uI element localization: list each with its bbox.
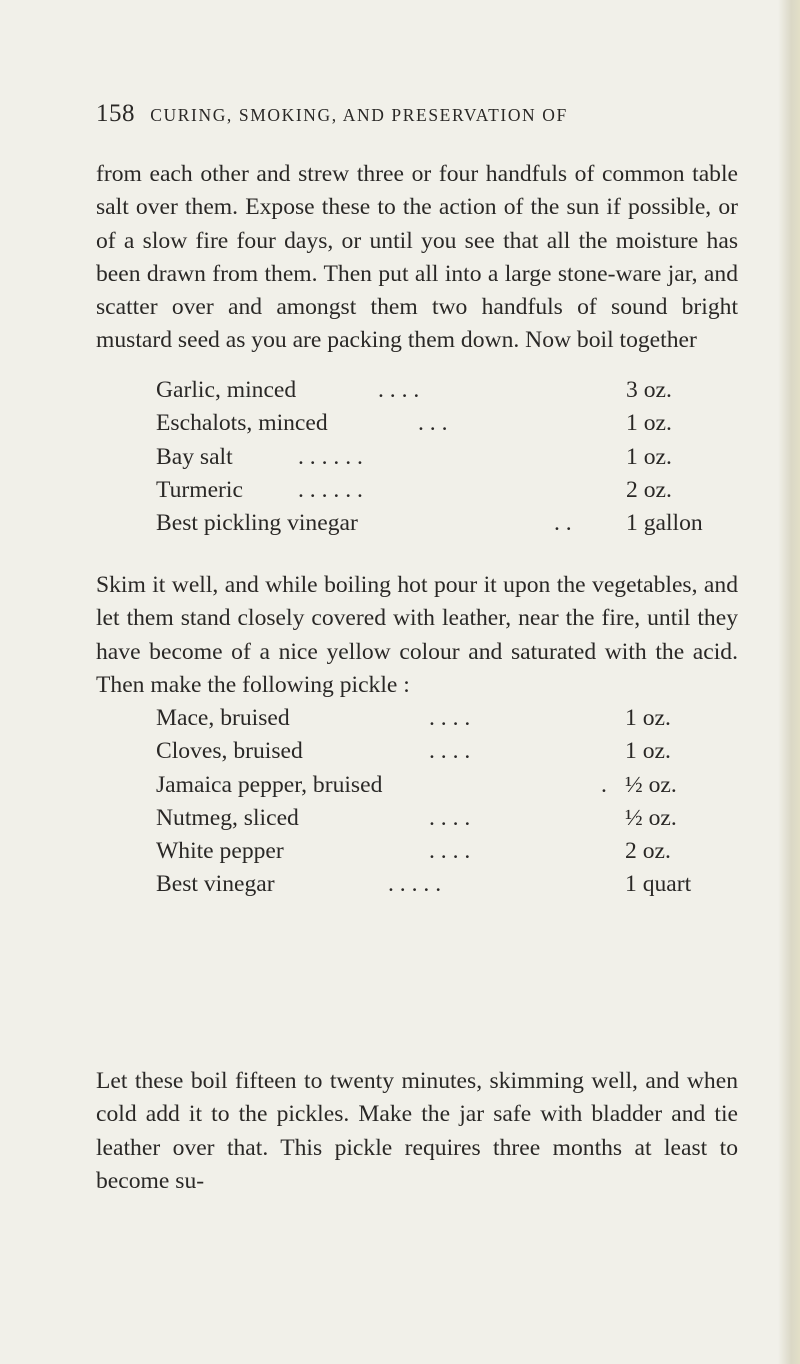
paragraph-preparation: from each other and strew three or four handfuls of common table salt over them. Expose these to the action of the sun if possible, or of a slow fire four days, or until you see that all the moisture has been drawn from them. Then put all into a large stone-ware jar, and scatter over and amongst them two handfuls of sound bright mustard seed as you are packing them down. Now boil together (96, 161, 738, 354)
ingredient-name: Best vinegar (156, 871, 275, 898)
ingredient-quantity: 2 oz. (625, 838, 671, 865)
ingredient-quantity: 3 oz. (626, 377, 672, 403)
ingredient-name: White pepper (156, 838, 284, 865)
ingredient-quantity: 1 quart (625, 871, 692, 898)
ingredient-name: Mace, bruised (156, 705, 290, 731)
ingredient-quantity: 2 oz. (626, 476, 672, 503)
dot-leader: . . . (418, 410, 448, 437)
ingredient-name: Best pickling vinegar (156, 510, 358, 537)
ingredient-name: Garlic, minced (156, 377, 297, 403)
dot-leader: . . . . (378, 377, 420, 403)
recipe-list-boil-together (156, 374, 716, 540)
recipe-list-pickle (156, 702, 716, 902)
recipe-row (156, 407, 716, 440)
recipe-row (156, 474, 716, 507)
recipe-row (156, 441, 716, 474)
page-header (96, 100, 736, 134)
ingredient-quantity: 1 oz. (626, 443, 672, 470)
recipe-row (156, 769, 716, 802)
dot-leader: . . . . (429, 738, 471, 765)
ingredient-quantity: 1 gallon (626, 510, 703, 537)
ingredient-name: Eschalots, minced (156, 410, 328, 437)
recipe-row (156, 735, 716, 768)
paragraph-skim-instructions: Skim it well, and while boiling hot pour it upon the vegetables, and let them stand closely covered with leather, near the fire, until they have become of a nice yellow colour and saturated with the acid. Then make the following pickle : (96, 572, 738, 698)
dot-leader: . . . . (429, 804, 471, 831)
recipe-row (156, 835, 716, 868)
dot-leader: . . . . . (388, 871, 442, 898)
dot-leader: . (601, 771, 607, 798)
ingredient-name: Bay salt (156, 443, 233, 470)
recipe-row (156, 374, 716, 407)
dot-leader: . . . . . . (298, 476, 363, 503)
dot-leader: . . . . (429, 838, 471, 865)
ingredient-name: Turmeric (156, 476, 243, 503)
ingredient-quantity: ½ oz. (625, 804, 677, 831)
ingredient-name: Cloves, bruised (156, 738, 303, 765)
page-number: 158 (96, 100, 135, 127)
ingredient-quantity: 1 oz. (626, 410, 672, 437)
ingredient-name: Jamaica pepper, bruised (156, 771, 383, 798)
running-head: CURING, SMOKING, AND PRESERVATION OF (150, 105, 568, 125)
dot-leader: . . . . . . (298, 443, 363, 470)
paragraph-final-instructions: Let these boil fifteen to twenty minutes, skimming well, and when cold add it to the pickles. Make the jar safe with bladder and tie leather over that. This pickle requires three months at least to become su- (96, 1068, 738, 1194)
page-edge-shadow (778, 0, 800, 1364)
ingredient-quantity: 1 oz. (625, 738, 671, 765)
recipe-row (156, 868, 716, 901)
ingredient-quantity: ½ oz. (625, 771, 677, 798)
ingredient-quantity: 1 oz. (625, 705, 671, 731)
dot-leader: . . . . (429, 705, 471, 731)
recipe-row (156, 702, 716, 735)
ingredient-name: Nutmeg, sliced (156, 804, 299, 831)
dot-leader: . . (554, 510, 572, 537)
recipe-row (156, 802, 716, 835)
recipe-row (156, 507, 716, 540)
